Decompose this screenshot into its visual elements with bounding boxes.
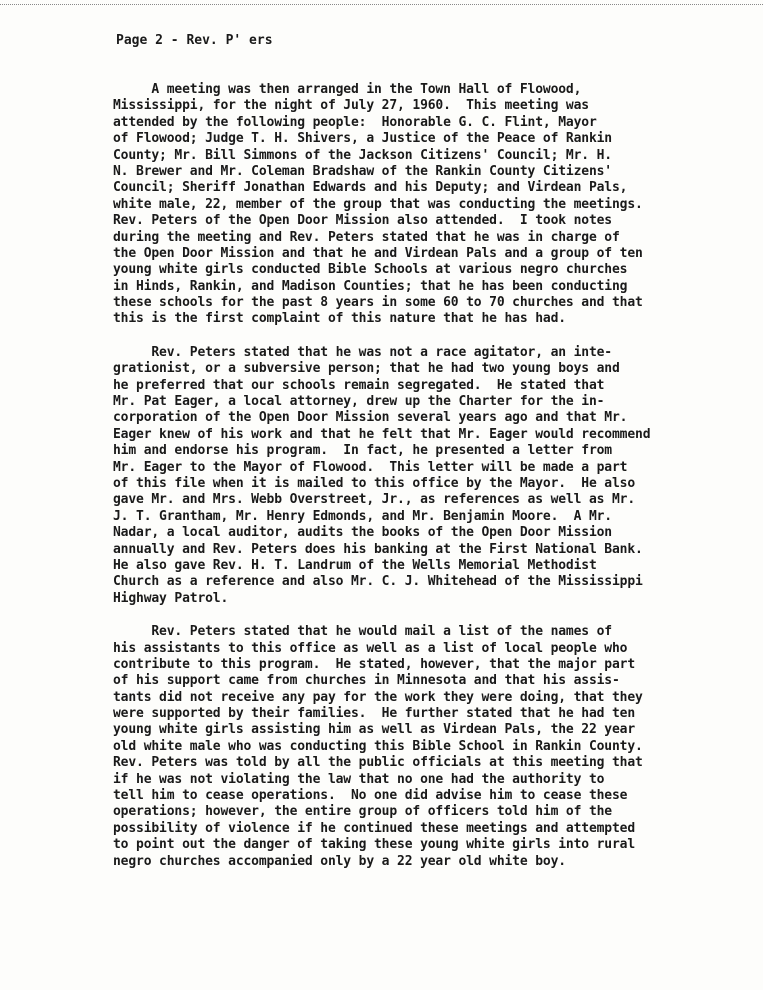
text-line: Mississippi, for the night of July 27, 1960. This meeting was bbox=[113, 98, 589, 114]
text-line: in Hinds, Rankin, and Madison Counties; that he has been conducting bbox=[113, 278, 628, 294]
text-line: Rev. Peters stated that he would mail a list of the names of bbox=[113, 624, 612, 640]
text-line: He also gave Rev. H. T. Landrum of the Wells Memorial Methodist bbox=[113, 557, 597, 573]
text-line: of his support came from churches in Minnesota and that his assis- bbox=[113, 673, 620, 689]
text-line: Nadar, a local auditor, audits the books of the Open Door Mission bbox=[113, 525, 612, 541]
text-line: attended by the following people: Honorable G. C. Flint, Mayor bbox=[113, 114, 597, 130]
text-line: white male, 22, member of the group that was conducting the meetings. bbox=[113, 196, 643, 212]
document-body bbox=[113, 82, 753, 887]
text-line: his assistants to this office as well as a list of local people who bbox=[113, 640, 628, 656]
text-line: if he was not violating the law that no one had the authority to bbox=[113, 771, 605, 787]
text-line: this is the first complaint of this nature that he has had. bbox=[113, 311, 566, 327]
text-line: tants did not receive any pay for the work they were doing, that they bbox=[113, 689, 643, 705]
page-top-edge bbox=[0, 4, 763, 5]
text-line: Mr. Eager to the Mayor of Flowood. This letter will be made a part bbox=[113, 459, 628, 475]
text-line: annually and Rev. Peters does his banking at the First National Bank. bbox=[113, 541, 643, 557]
text-line: to point out the danger of taking these young white girls into rural bbox=[113, 837, 636, 853]
text-line: him and endorse his program. In fact, he presented a letter from bbox=[113, 443, 612, 459]
text-line: during the meeting and Rev. Peters stated that he was in charge of bbox=[113, 229, 620, 245]
page-header: Page 2 - Rev. P' ers bbox=[116, 33, 273, 48]
text-line: Rev. Peters stated that he was not a race agitator, an inte- bbox=[113, 344, 612, 360]
text-line: Rev. Peters was told by all the public officials at this meeting that bbox=[113, 755, 643, 771]
text-line: Eager knew of his work and that he felt that Mr. Eager would recommend bbox=[113, 426, 651, 442]
text-line: Council; Sheriff Jonathan Edwards and his Deputy; and Virdean Pals, bbox=[113, 180, 628, 196]
text-line: Rev. Peters of the Open Door Mission also attended. I took notes bbox=[113, 213, 612, 229]
paragraph bbox=[113, 624, 753, 870]
paragraph bbox=[113, 82, 753, 328]
text-line: Church as a reference and also Mr. C. J. Whitehead of the Mississippi bbox=[113, 574, 643, 590]
text-line: operations; however, the entire group of officers told him of the bbox=[113, 804, 612, 820]
text-line: grationist, or a subversive person; that he had two young boys and bbox=[113, 361, 620, 377]
text-line: of Flowood; Judge T. H. Shivers, a Justice of the Peace of Rankin bbox=[113, 131, 612, 147]
text-line: gave Mr. and Mrs. Webb Overstreet, Jr., as references as well as Mr. bbox=[113, 492, 636, 508]
text-line: corporation of the Open Door Mission several years ago and that Mr. bbox=[113, 410, 628, 426]
text-line: contribute to this program. He stated, however, that the major part bbox=[113, 656, 636, 672]
text-line: J. T. Grantham, Mr. Henry Edmonds, and Mr. Benjamin Moore. A Mr. bbox=[113, 508, 612, 524]
text-line: Mr. Pat Eager, a local attorney, drew up the Charter for the in- bbox=[113, 394, 605, 410]
text-line: negro churches accompanied only by a 22 year old white boy. bbox=[113, 853, 566, 869]
text-line: County; Mr. Bill Simmons of the Jackson Citizens' Council; Mr. H. bbox=[113, 147, 612, 163]
text-line: the Open Door Mission and that he and Virdean Pals and a group of ten bbox=[113, 245, 643, 261]
text-line: Highway Patrol. bbox=[113, 590, 229, 606]
text-line: young white girls assisting him as well as Virdean Pals, the 22 year bbox=[113, 722, 636, 738]
text-line: these schools for the past 8 years in some 60 to 70 churches and that bbox=[113, 295, 643, 311]
text-line: A meeting was then arranged in the Town Hall of Flowood, bbox=[113, 82, 582, 97]
text-line: possibility of violence if he continued these meetings and attempted bbox=[113, 820, 636, 836]
text-line: old white male who was conducting this Bible School in Rankin County. bbox=[113, 738, 643, 754]
text-line: were supported by their families. He further stated that he had ten bbox=[113, 706, 636, 722]
text-line: he preferred that our schools remain segregated. He stated that bbox=[113, 377, 605, 393]
text-line: tell him to cease operations. No one did advise him to cease these bbox=[113, 788, 628, 804]
text-line: N. Brewer and Mr. Coleman Bradshaw of the Rankin County Citizens' bbox=[113, 163, 612, 179]
text-line: young white girls conducted Bible Schools at various negro churches bbox=[113, 262, 628, 278]
paragraph bbox=[113, 345, 753, 607]
text-line: of this file when it is mailed to this office by the Mayor. He also bbox=[113, 475, 636, 491]
